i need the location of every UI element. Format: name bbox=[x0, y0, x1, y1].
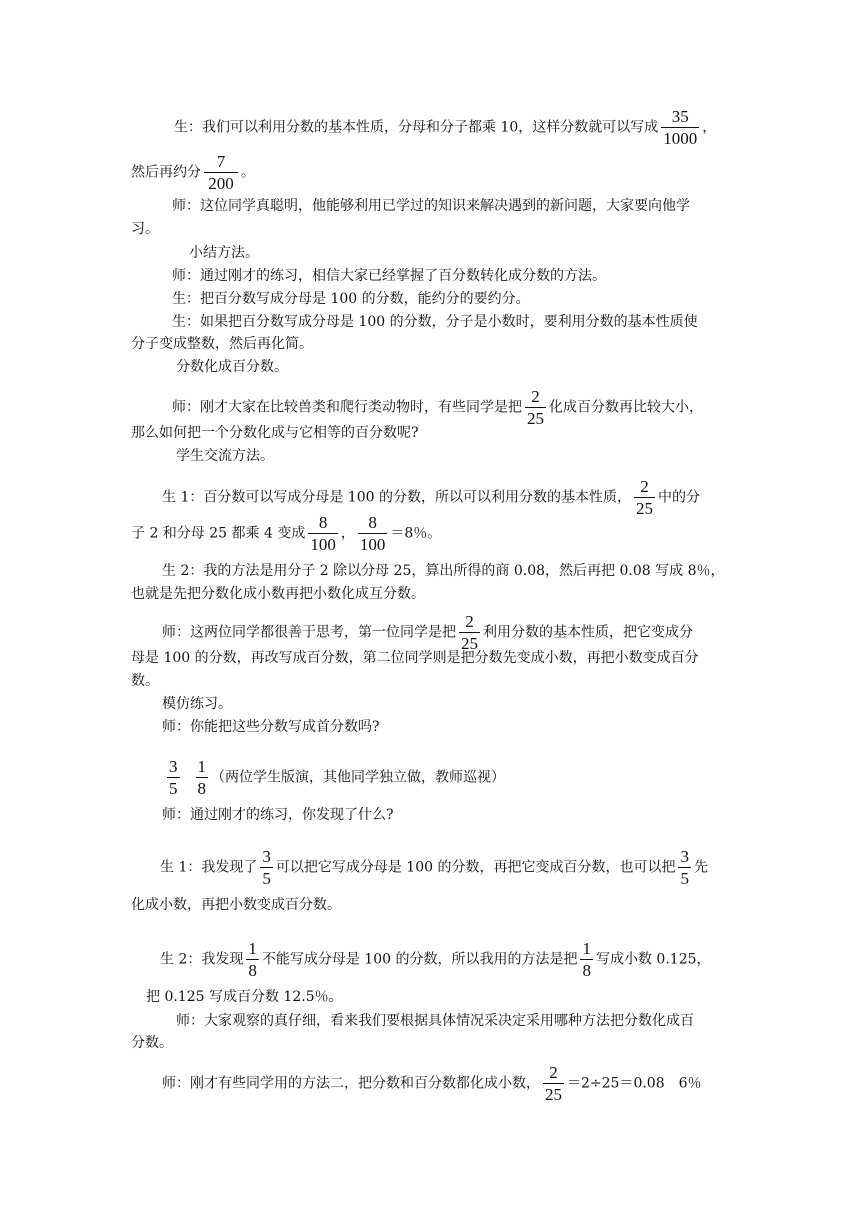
denominator: 8 bbox=[197, 779, 206, 798]
denominator: 5 bbox=[680, 869, 689, 888]
fraction bbox=[525, 387, 546, 428]
text: 生：我们可以利用分数的基本性质，分母和分子都乘 10，这样分数就可以写成 bbox=[174, 119, 659, 136]
text: 生 2：我发现 bbox=[160, 951, 244, 968]
fraction bbox=[308, 513, 338, 554]
numerator: 1 bbox=[582, 939, 591, 958]
text-line: 师：通过刚才的练习，你发现了什么? bbox=[162, 807, 394, 823]
text-line bbox=[162, 1063, 702, 1104]
numerator: 35 bbox=[671, 107, 689, 126]
text-line: 分数。 bbox=[131, 1035, 173, 1051]
numerator: 7 bbox=[216, 152, 226, 171]
text: 中的分 bbox=[657, 489, 700, 506]
fraction bbox=[543, 1063, 564, 1104]
text-line bbox=[160, 939, 711, 980]
numerator: 3 bbox=[262, 847, 271, 866]
text-line bbox=[131, 513, 441, 554]
denominator: 5 bbox=[262, 869, 271, 888]
text-line: 化成小数，再把小数变成百分数。 bbox=[131, 897, 341, 913]
fraction bbox=[580, 939, 593, 980]
numerator: 1 bbox=[248, 939, 257, 958]
numerator: 3 bbox=[169, 757, 178, 776]
numerator: 2 bbox=[640, 477, 649, 496]
text-line: 师：大家观察的真仔细，看来我们要根据具体情况采决定采用哪种方法把分数化成百 bbox=[176, 1013, 694, 1029]
denominator: 100 bbox=[310, 535, 336, 554]
text-line: 小结方法。 bbox=[189, 245, 259, 261]
denominator: 1000 bbox=[663, 129, 698, 148]
text-line bbox=[164, 757, 505, 798]
denominator: 25 bbox=[527, 409, 544, 428]
denominator: 200 bbox=[204, 172, 238, 193]
text: 不能写成分母是 100 的分数，所以我用的方法是把 bbox=[261, 951, 578, 968]
text-line: 生 2：我的方法是用分子 2 除以分母 25，算出所得的商 0.08，然后再把 0.08 写成 8％， bbox=[162, 563, 725, 579]
fraction bbox=[358, 513, 388, 554]
text-line: 生：把百分数写成分母是 100 的分数，能约分的要约分。 bbox=[172, 291, 530, 307]
text-line bbox=[162, 477, 700, 518]
text: 先 bbox=[693, 859, 708, 876]
text: ， bbox=[340, 525, 355, 542]
fraction bbox=[459, 612, 480, 653]
fraction bbox=[204, 152, 238, 193]
text-line: 生：如果把百分数写成分母是 100 的分数，分子是小数时，要利用分数的基本性质使 bbox=[172, 314, 698, 330]
text: 利用分数的基本性质，把它变成分 bbox=[483, 624, 693, 641]
denominator: 8 bbox=[582, 961, 591, 980]
denominator: 25 bbox=[635, 499, 653, 518]
text: ＝8％。 bbox=[390, 525, 442, 542]
text: 子 2 和分母 25 都乘 4 变成 bbox=[131, 525, 306, 542]
text: 然后再约分 bbox=[131, 164, 201, 181]
text-line: 也就是先把分数化成小数再把小数化成互分数。 bbox=[131, 586, 425, 602]
text: ＝2÷25＝0.08 6％ bbox=[567, 1075, 702, 1092]
text: 生 1：百分数可以写成分母是 100 的分数，所以可以利用分数的基本性质， bbox=[162, 489, 631, 506]
text-line: 数。 bbox=[131, 673, 159, 689]
text: 。 bbox=[241, 164, 255, 181]
text: 可以把它写成分母是 100 的分数，再把它变成百分数，也可以把 bbox=[275, 859, 676, 876]
text-line: 母是 100 的分数，再改写成百分数，第二位同学则是把分数先变成小数，再把小数变成百分 bbox=[131, 650, 699, 666]
text-line: 师：你能把这些分数写成首分数吗? bbox=[162, 719, 380, 735]
fraction bbox=[196, 757, 209, 798]
numerator: 1 bbox=[197, 757, 206, 776]
text-line bbox=[162, 612, 693, 653]
text-line: 习。 bbox=[131, 221, 159, 237]
text: 师：刚才大家在比较兽类和爬行类动物时，有些同学是把 bbox=[172, 399, 522, 416]
text-line bbox=[172, 387, 703, 428]
text-line bbox=[131, 152, 255, 193]
numerator: 8 bbox=[318, 513, 328, 532]
fraction bbox=[167, 757, 180, 798]
numerator: 2 bbox=[549, 1063, 558, 1082]
text: （两位学生版演，其他同学独立做，教师巡视） bbox=[211, 769, 505, 786]
denominator: 100 bbox=[359, 535, 386, 554]
fraction bbox=[246, 939, 259, 980]
text-line: 模仿练习。 bbox=[162, 696, 232, 712]
text-line: 把 0.125 写成百分数 12.5％。 bbox=[146, 989, 343, 1005]
denominator: 25 bbox=[461, 634, 478, 653]
numerator: 3 bbox=[680, 847, 689, 866]
text-line: 师：通过刚才的练习，相信大家已经掌握了百分数转化成分数的方法。 bbox=[172, 268, 606, 284]
text: 写成小数 0.125， bbox=[595, 951, 711, 968]
text-line: 分子变成整数，然后再化简。 bbox=[131, 336, 313, 352]
denominator: 8 bbox=[248, 961, 257, 980]
text-line: 学生交流方法。 bbox=[176, 448, 274, 464]
fraction bbox=[678, 847, 691, 888]
denominator: 5 bbox=[169, 779, 178, 798]
fraction bbox=[260, 847, 273, 888]
fraction bbox=[634, 477, 655, 518]
text: 化成百分数再比较大小， bbox=[549, 399, 703, 416]
text-line bbox=[160, 847, 708, 888]
text-line: 分数化成百分数。 bbox=[176, 359, 288, 375]
text-line: 那么如何把一个分数化成与它相等的百分数呢? bbox=[131, 425, 419, 441]
text-line bbox=[174, 107, 716, 148]
text: 师：这两位同学都很善于思考，第一位同学是把 bbox=[162, 624, 456, 641]
fraction bbox=[661, 107, 699, 148]
text: 师：刚才有些同学用的方法二，把分数和百分数都化成小数， bbox=[162, 1075, 540, 1092]
text: 生 1：我发现了 bbox=[160, 859, 258, 876]
numerator: 2 bbox=[465, 612, 474, 631]
numerator: 8 bbox=[368, 513, 377, 532]
denominator: 25 bbox=[545, 1085, 562, 1104]
numerator: 2 bbox=[531, 387, 540, 406]
text: ， bbox=[702, 119, 717, 136]
text-line: 师：这位同学真聪明，他能够利用已学过的知识来解决遇到的新问题，大家要向他学 bbox=[172, 198, 690, 214]
